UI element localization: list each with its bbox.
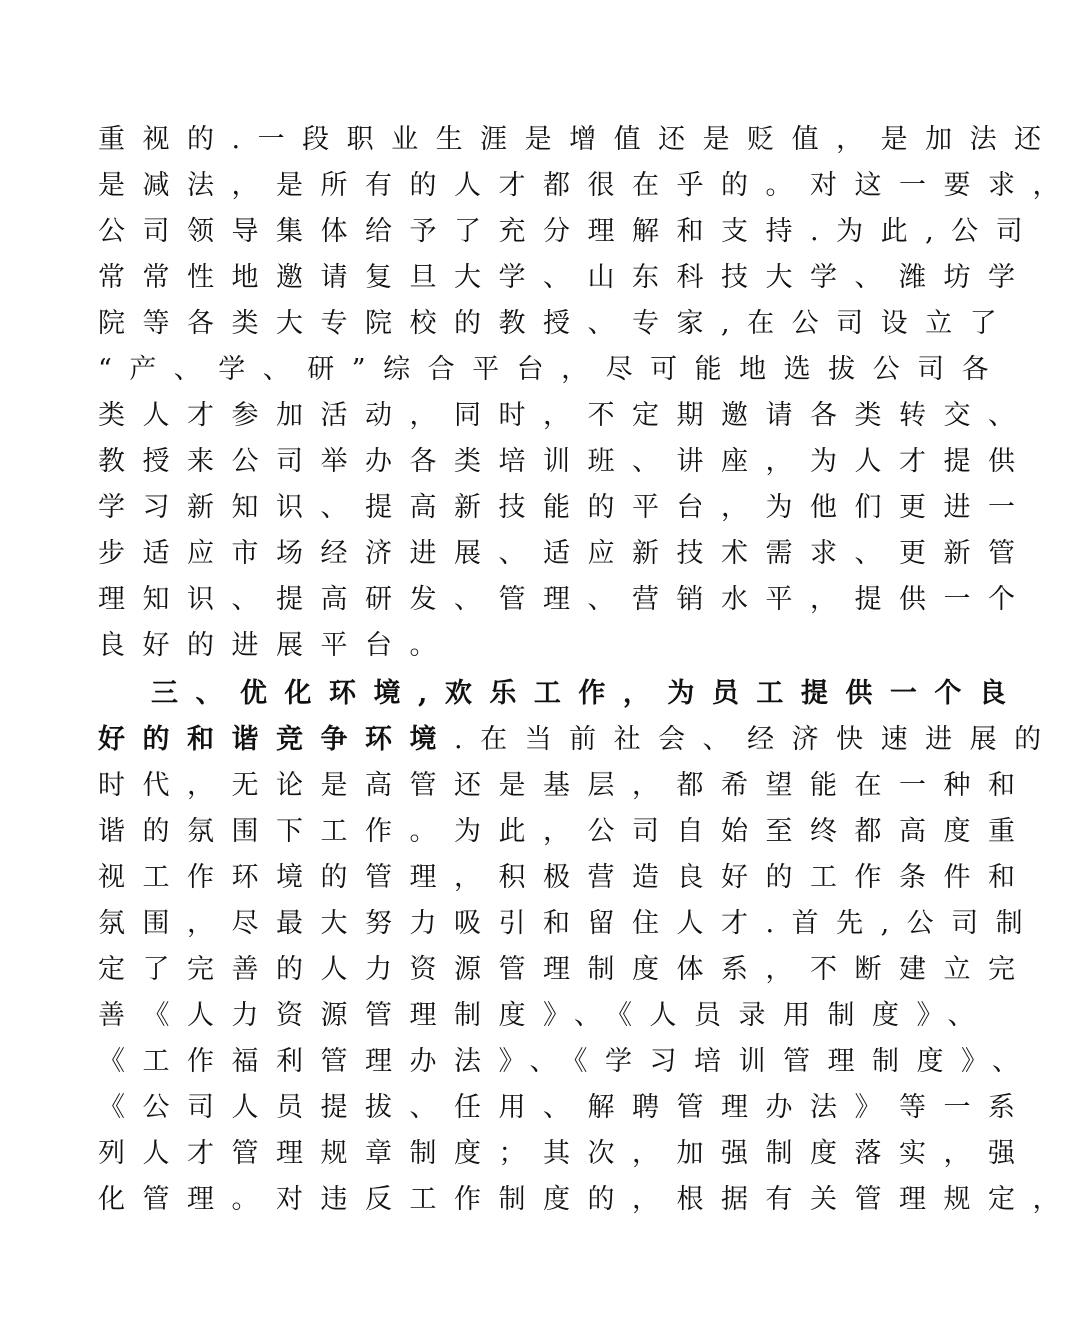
text-line: 教授来公司举办各类培训班、讲座，为人才提供 [98,446,1033,477]
text-line: 化管理。对违反工作制度的，根据有关管理规定， [98,1184,1077,1215]
text-line: 视工作环境的管理，积极营造良好的工作条件和 [98,862,1033,893]
text-line: 学习新知识、提高新技能的平台，为他们更进一 [98,492,1033,523]
section-heading-bold-part: 好的和谐竞争环境 [98,724,454,755]
text-line: 类人才参加活动，同时，不定期邀请各类转交、 [98,400,1033,431]
text-line: 时代，无论是高管还是基层，都希望能在一种和 [98,770,1033,801]
text-line: “产、学、研”综合平台，尽可能地选拔公司各 [98,354,1007,385]
text-line: 谐的氛围下工作。为此，公司自始至终都高度重 [98,816,1033,847]
section-heading-continued [98,720,1059,760]
text-line: 院等各类大专院校的教授、专家,在公司设立了 [98,308,1015,339]
text-line: 是减法，是所有的人才都很在乎的。对这一要求， [98,170,1077,201]
text-line: 善《人力资源管理制度》、《人员录用制度》、 [98,1000,992,1031]
text-line: 《工作福利管理办法》、《学习培训管理制度》、 [98,1046,1037,1077]
text-line: 理知识、提高研发、管理、营销水平，提供一个 [98,584,1033,615]
text-line: 步适应市场经济进展、适应新技术需求、更新管 [98,538,1033,569]
text-line: 氛围，尽最大努力吸引和留住人才.首先,公司制 [98,908,1041,939]
text-line: 常常性地邀请复旦大学、山东科技大学、潍坊学 [98,262,1033,293]
text-line: 《公司人员提拔、任用、解聘管理办法》等一系 [98,1092,1033,1123]
text-line: 良好的进展平台。 [98,630,454,661]
text-line: 列人才管理规章制度；其次，加强制度落实，强 [98,1138,1033,1169]
paragraph-start: .在当前社会、经济快速进展的 [454,724,1059,755]
text-line: 重视的.一段职业生涯是增值还是贬值，是加法还 [98,124,1059,155]
text-line: 定了完善的人力资源管理制度体系，不断建立完 [98,954,1033,985]
section-heading: 三、优化环境,欢乐工作，为员工提供一个良 [151,678,1024,709]
text-line: 公司领导集体给予了充分理解和支持.为此,公司 [98,216,1041,247]
